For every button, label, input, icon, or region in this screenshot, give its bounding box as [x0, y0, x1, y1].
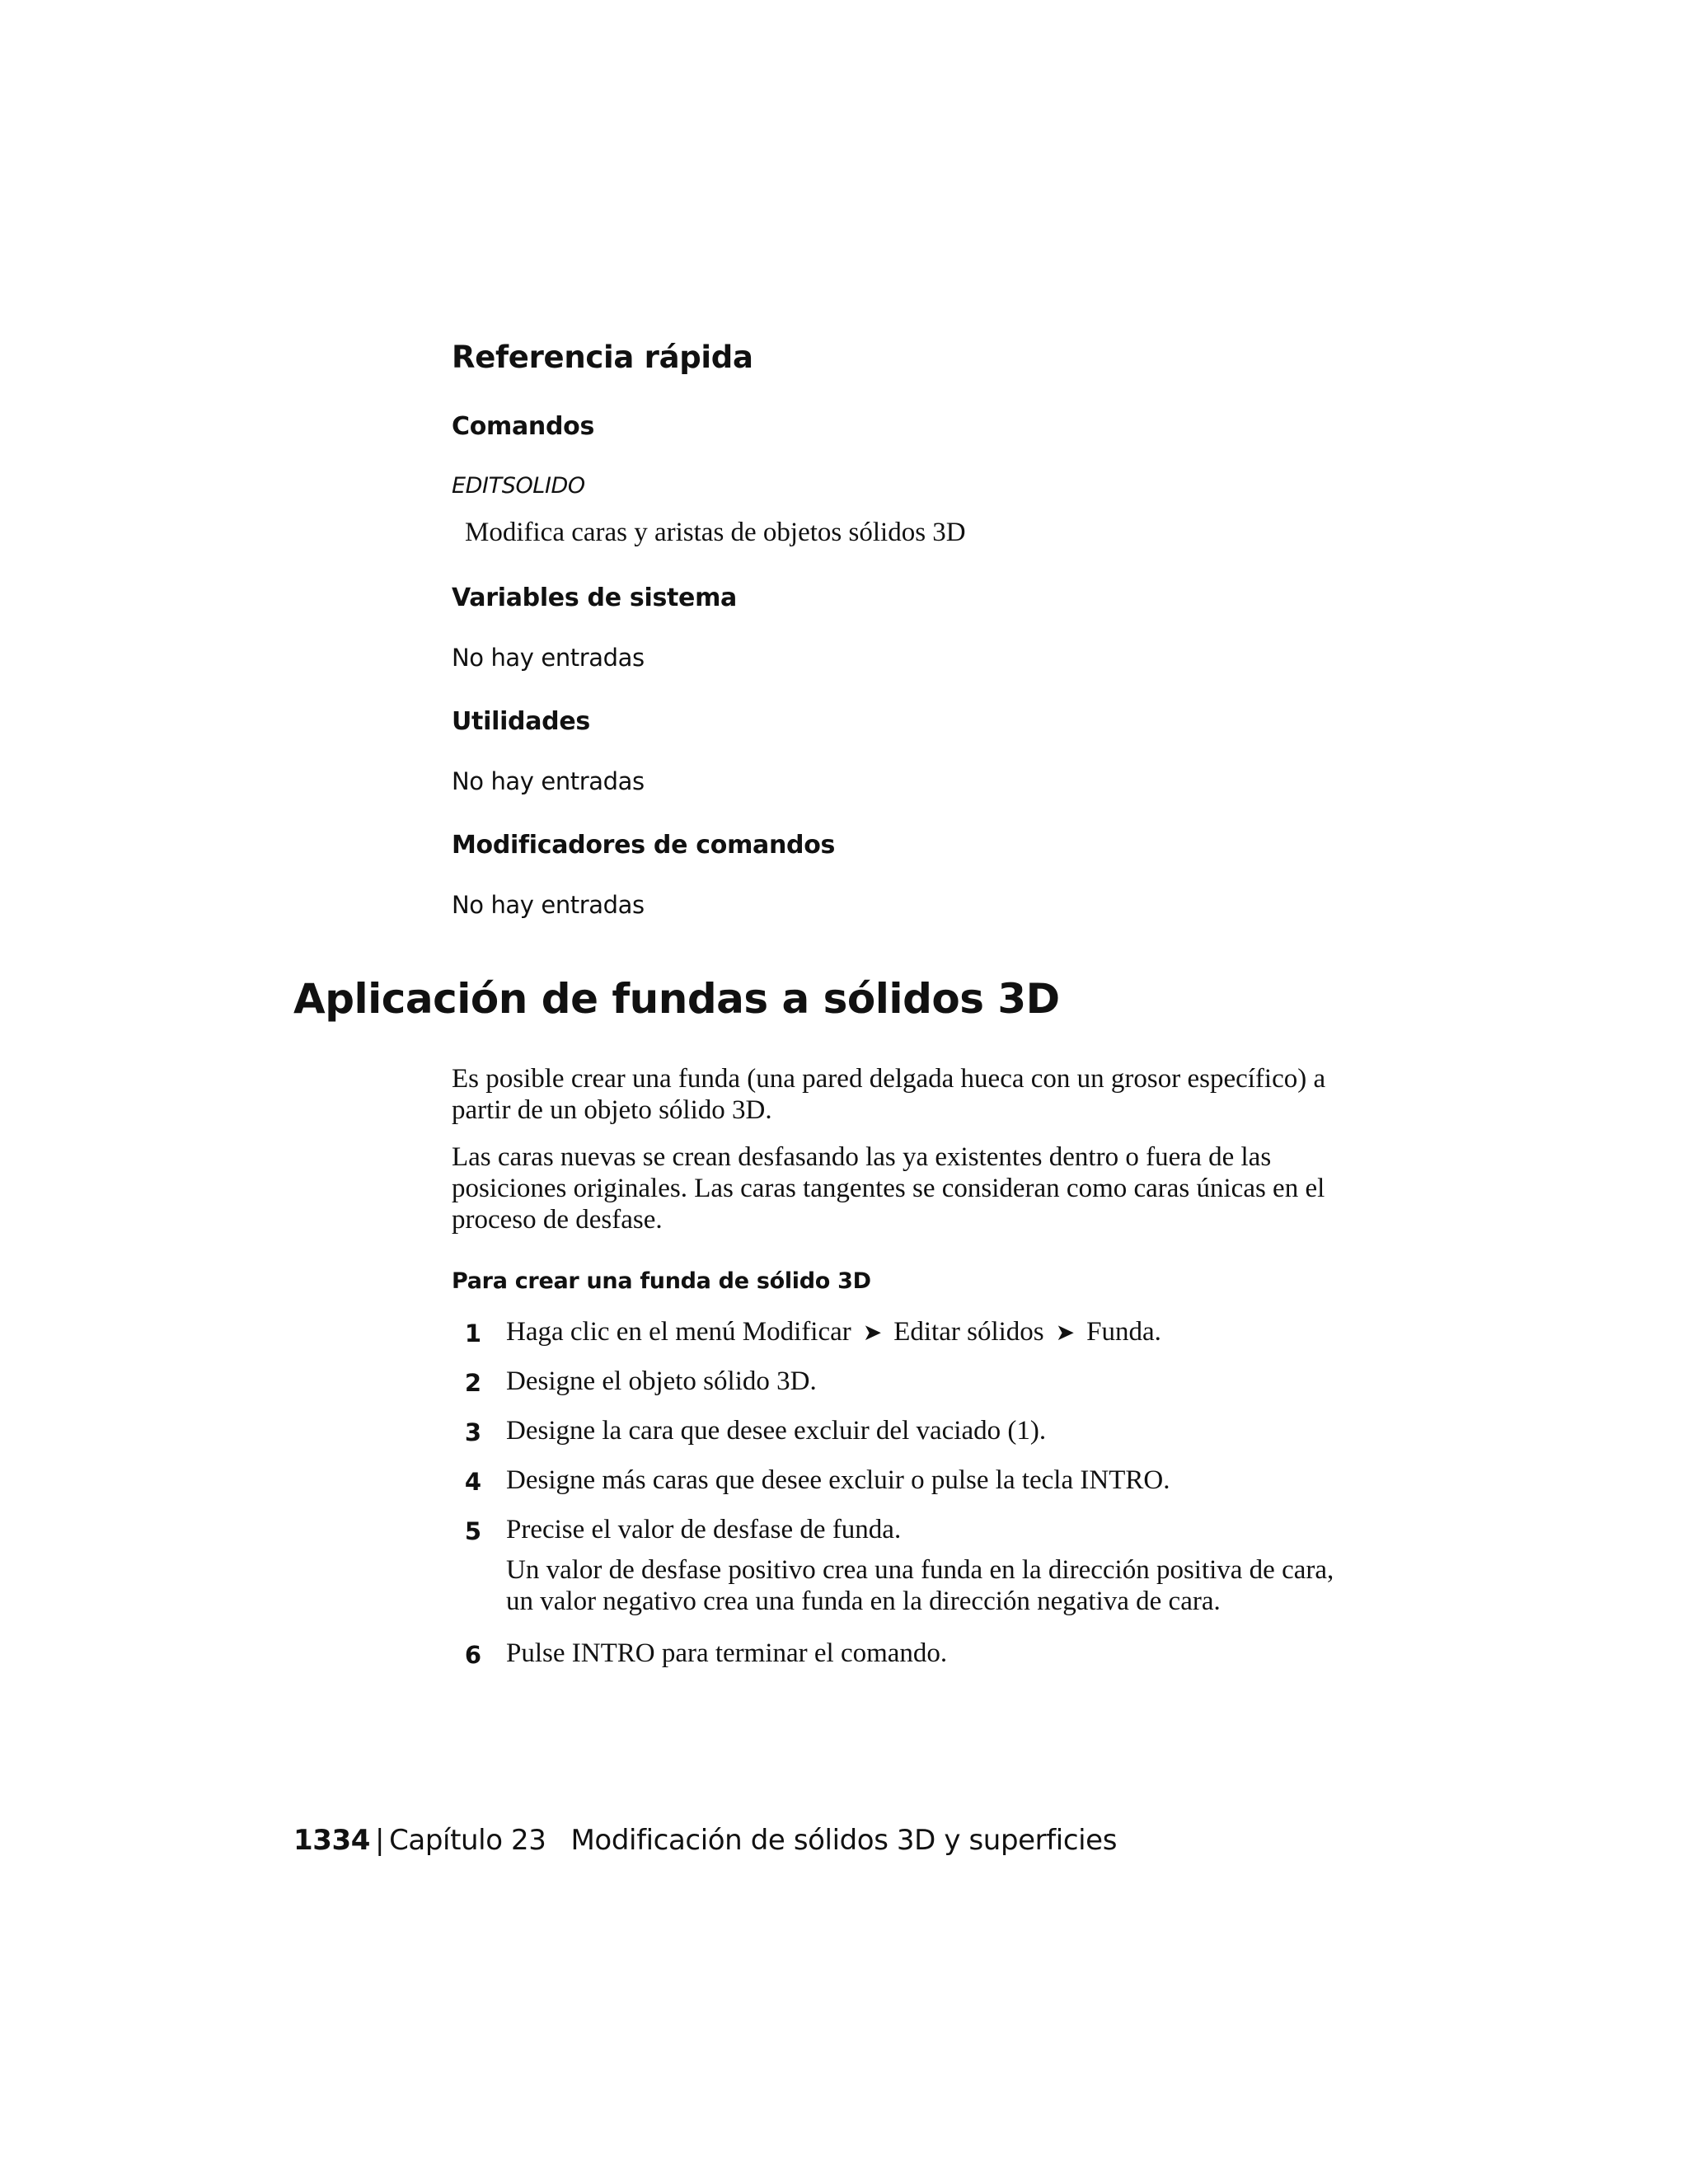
step-text: Designe la cara que desee excluir del vaciado (1). — [506, 1416, 1047, 1446]
step-number: 3 — [464, 1418, 481, 1446]
page-footer — [293, 1824, 1117, 1857]
menu-path-part: Funda. — [1086, 1317, 1161, 1347]
procedure-title: Para crear una funda de sólido 3D — [452, 1268, 871, 1294]
step-note: Un valor de desfase positivo crea una funda en la dirección positiva de cara, un valor negativo crea una funda en la dirección negativa de cara. — [506, 1555, 1334, 1616]
system-variables-text: No hay entradas — [452, 644, 645, 672]
section-title: Aplicación de fundas a sólidos 3D — [293, 975, 1060, 1023]
arrow-right-icon: ➤ — [862, 1319, 883, 1346]
step-text: Designe más caras que desee excluir o pulse la tecla INTRO. — [506, 1465, 1170, 1495]
command-name: EDITSOLIDO — [452, 473, 585, 499]
system-variables-heading: Variables de sistema — [452, 583, 738, 612]
step-number: 2 — [464, 1369, 481, 1397]
utilities-heading: Utilidades — [452, 707, 590, 736]
step-number: 4 — [464, 1468, 481, 1496]
command-description: Modifica caras y aristas de objetos sólidos 3D — [465, 518, 966, 547]
paragraph-2: Las caras nuevas se crean desfasando las ya existentes dentro o fuera de las posiciones originales. Las caras tangentes se consideran como caras únicas en el proceso de desfase. — [452, 1142, 1325, 1235]
commands-heading: Comandos — [452, 412, 595, 441]
utilities-text: No hay entradas — [452, 767, 645, 795]
step-text — [506, 1317, 1161, 1347]
page-number: 1334 — [293, 1824, 371, 1857]
quick-reference-heading: Referencia rápida — [452, 340, 753, 375]
arrow-right-icon: ➤ — [1055, 1319, 1076, 1346]
step-number: 5 — [464, 1517, 481, 1545]
step-text: Designe el objeto sólido 3D. — [506, 1366, 817, 1396]
step-number: 1 — [464, 1319, 481, 1347]
paragraph-1: Es posible crear una funda (una pared delgada hueca con un grosor específico) a partir de un objeto sólido 3D. — [452, 1064, 1326, 1125]
footer-separator: | — [375, 1824, 385, 1857]
menu-path-part: Editar sólidos — [893, 1317, 1044, 1347]
chapter-title: Modificación de sólidos 3D y superficies — [570, 1824, 1118, 1857]
command-modifiers-heading: Modificadores de comandos — [452, 831, 836, 860]
command-modifiers-text: No hay entradas — [452, 891, 645, 919]
step-text: Precise el valor de desfase de funda. — [506, 1515, 902, 1544]
step-number: 6 — [464, 1641, 481, 1669]
menu-path-part: Haga clic en el menú Modificar — [506, 1317, 851, 1347]
chapter-label: Capítulo 23 — [389, 1824, 546, 1857]
step-text: Pulse INTRO para terminar el comando. — [506, 1638, 948, 1668]
